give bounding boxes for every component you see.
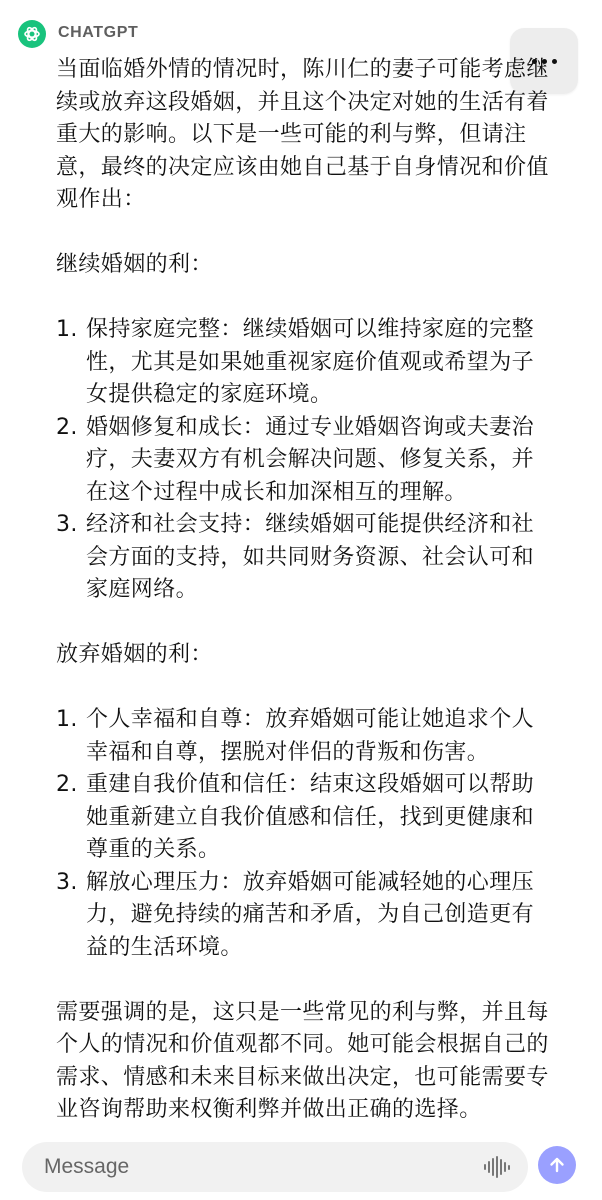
list-item [56,412,552,510]
wave-bar [500,1159,502,1175]
list-number: 3. [56,512,78,537]
list-item-text: 个人幸福和自尊：放弃婚姻可能让她追求个人幸福和自尊，摆脱对伴侣的背叛和伤害。 [86,707,535,765]
list-item [56,704,552,769]
send-button[interactable] [538,1146,576,1184]
assistant-message [56,54,552,1127]
leave-benefits-list [56,704,552,964]
wave-bar [504,1162,506,1172]
voice-waveform-icon[interactable] [484,1156,510,1178]
message-input[interactable] [22,1142,528,1192]
section-heading-leave: 放弃婚姻的利： [56,642,213,667]
list-item-text: 保持家庭完整：继续婚姻可以维持家庭的完整性，尤其是如果她重视家庭价值观或希望为子女提供稳定的家庭环境。 [86,317,535,407]
section-heading-continue: 继续婚姻的利： [56,252,213,277]
wave-bar [492,1158,494,1176]
list-number: 1. [56,317,78,342]
wave-bar [488,1161,490,1173]
list-number: 3. [56,869,78,895]
list-item-text: 解放心理压力：放弃婚姻可能减轻她的心理压力，避免持续的痛苦和矛盾，为自己创造更有益的生活环境。 [86,869,535,960]
list-item [56,867,552,965]
wave-bar [496,1156,498,1178]
send-arrow-up-icon [547,1155,567,1175]
wave-bar [484,1164,486,1170]
list-item [56,509,552,607]
conclusion-paragraph: 需要强调的是，这只是一些常见的利与弊，并且每个人的情况和价值观都不同。她可能会根据自己的需求、情感和未来目标来做出决定，也可能需要专业咨询帮助来权衡利弊并做出正确的选择。 [56,999,549,1122]
list-item-text: 重建自我价值和信任：结束这段婚姻可以帮助她重新建立自我价值感和信任，找到更健康和尊重的关系。 [86,772,535,862]
list-item [56,769,552,867]
continue-benefits-list [56,314,552,607]
assistant-name: CHATGPT [58,24,139,41]
list-item [56,314,552,412]
list-number: 2. [56,414,78,440]
openai-logo-icon [18,20,46,48]
list-number: 2. [56,772,78,797]
list-item-text: 经济和社会支持：继续婚姻可能提供经济和社会方面的支持，如共同财务资源、社会认可和家庭网络。 [86,512,535,602]
intro-paragraph: 当面临婚外情的情况时，陈川仁的妻子可能考虑继续或放弃这段婚姻，并且这个决定对她的生活有着重大的影响。以下是一些可能的利与弊，但请注意，最终的决定应该由她自己基于自身情况和价值观作出： [56,57,549,212]
message-placeholder: Message [44,1155,130,1178]
more-dot [552,59,557,64]
list-number: 1. [56,707,78,732]
wave-bar [508,1165,510,1170]
list-item-text: 婚姻修复和成长：通过专业婚姻咨询或夫妻治疗，夫妻双方有机会解决问题、修复关系，并在这个过程中成长和加深相互的理解。 [86,414,535,505]
